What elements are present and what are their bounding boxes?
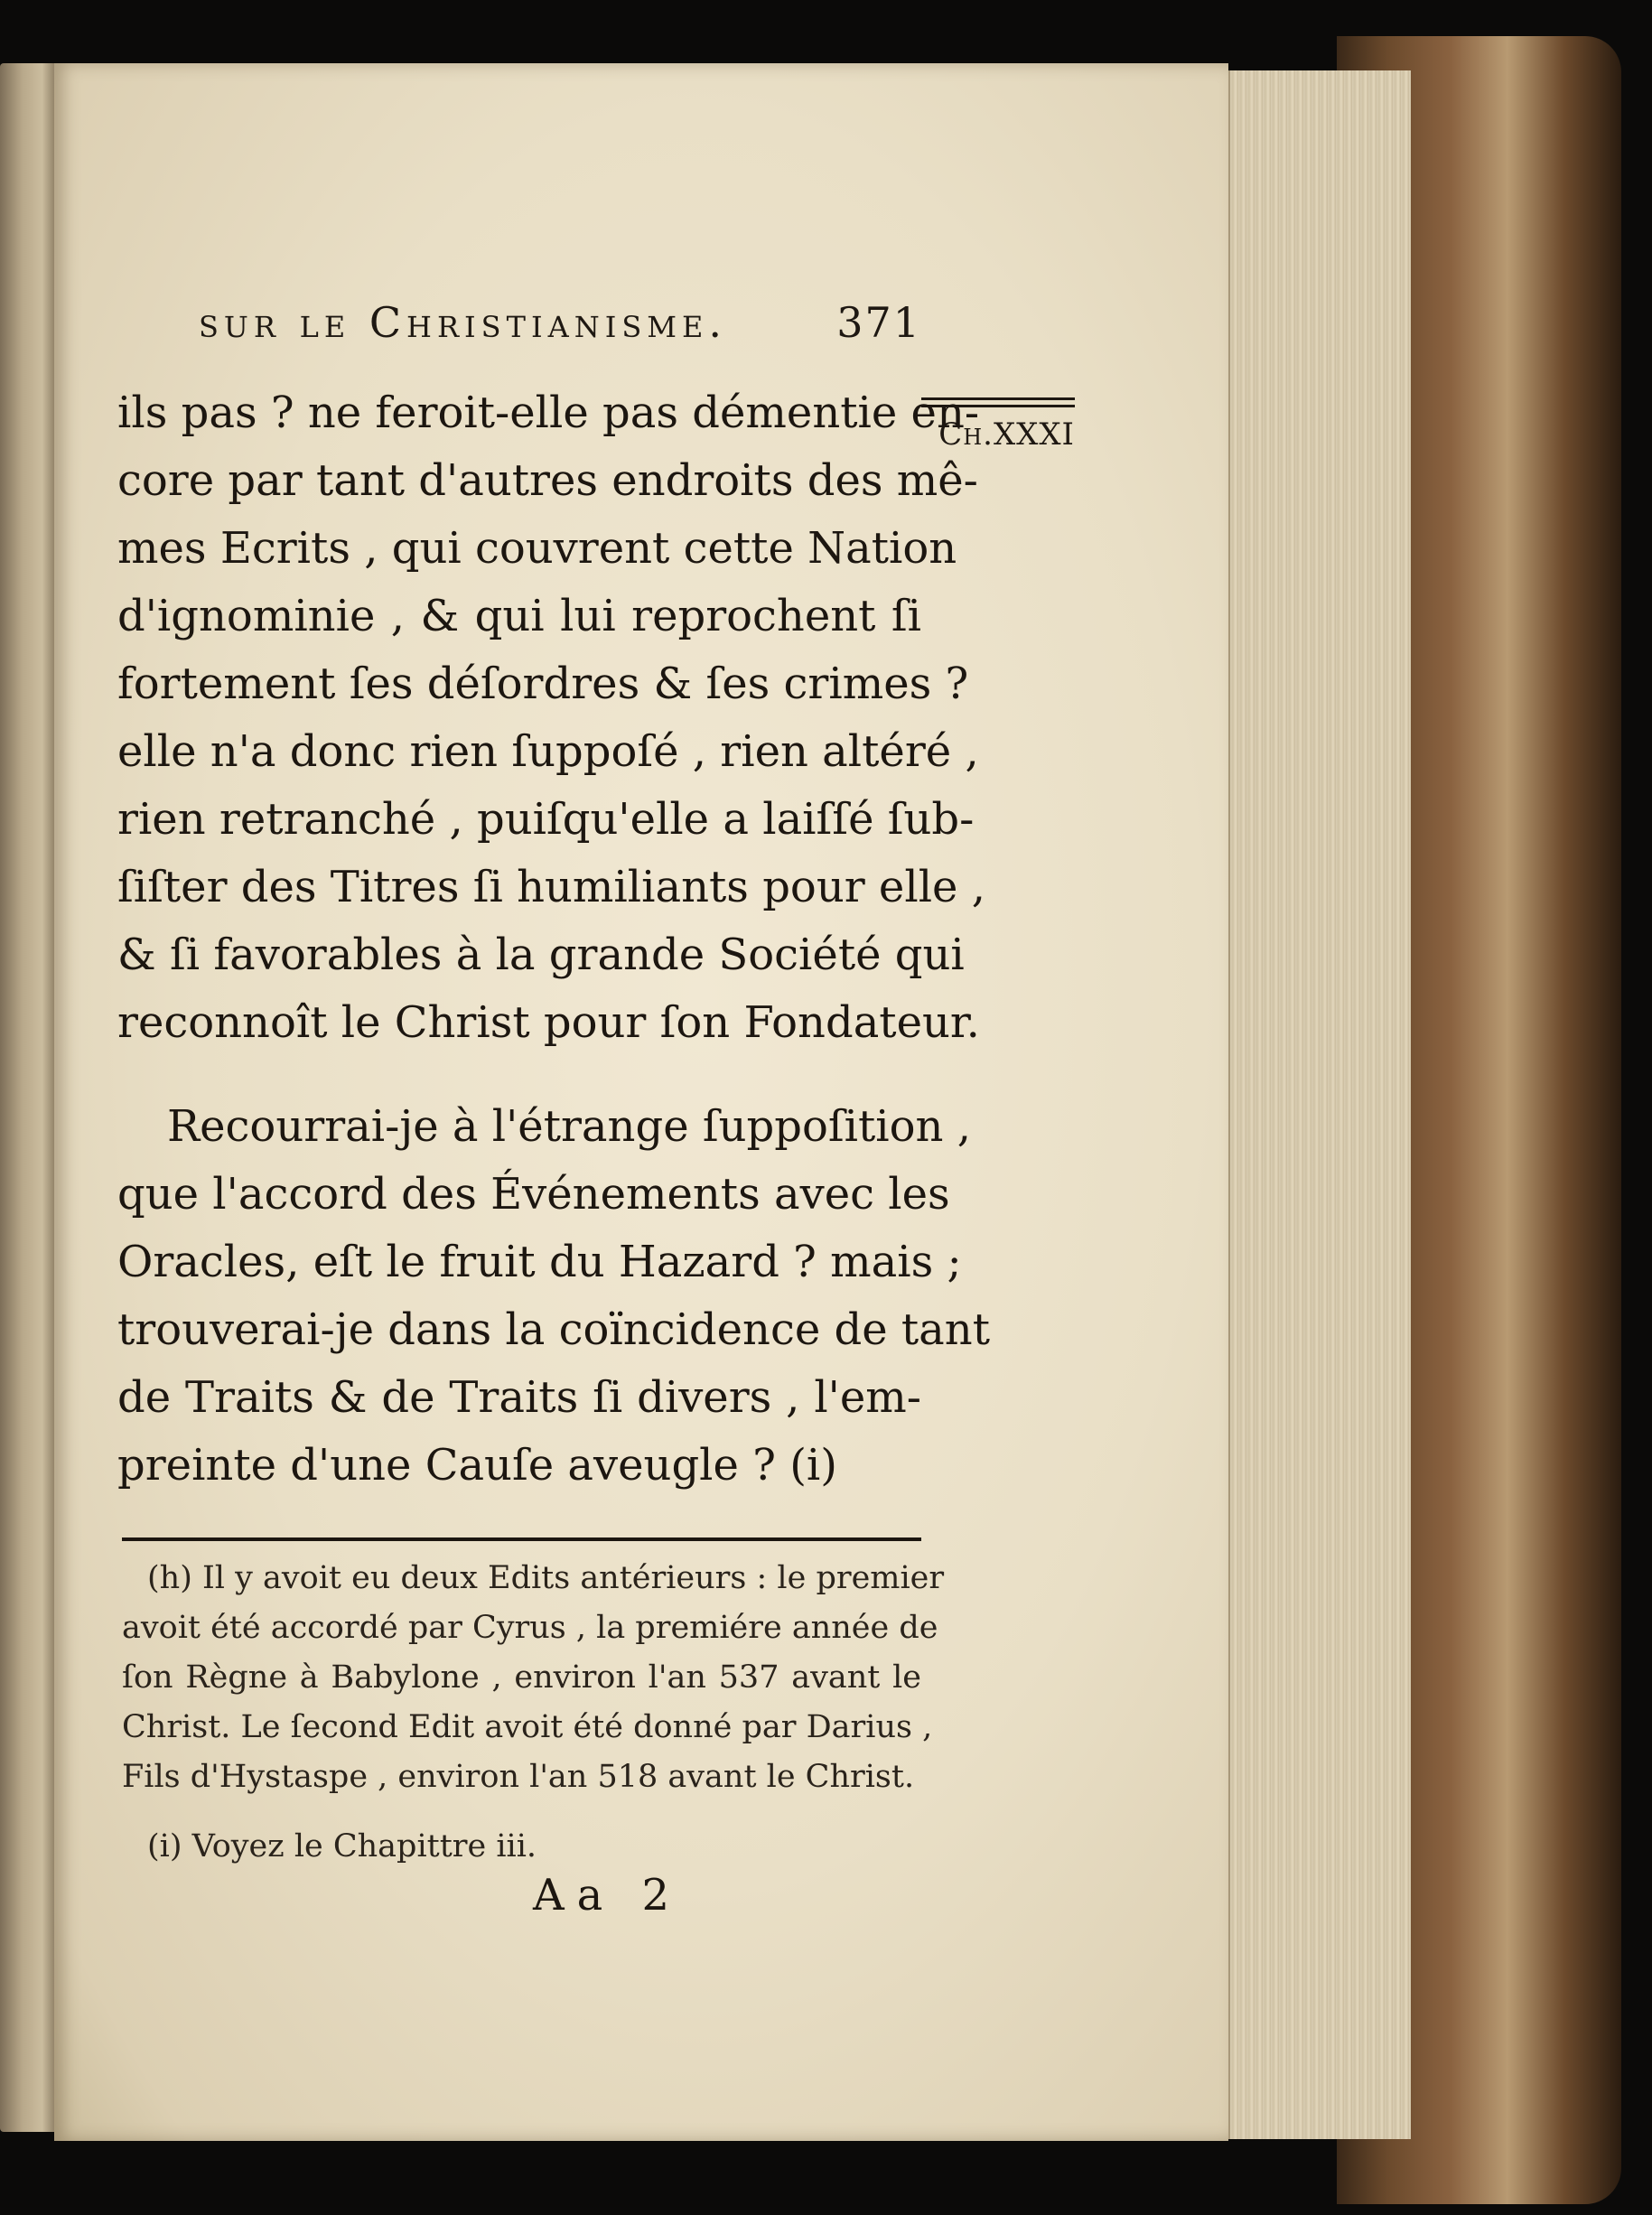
running-head [199,298,921,347]
footnote-line: Christ. Le ſecond Edit avoit été donné par Darius , [122,1709,933,1745]
paragraph-2 [117,1093,990,1500]
paragraph-1 [117,379,985,1057]
text-line: Recourrai-je à l'étrange ſuppoſition , [167,1101,971,1152]
footnote-line: avoit été accordé par Cyrus , la premiére année de [122,1610,938,1646]
footnote-line: (h) Il y avoit eu deux Edits antérieurs : le premier [147,1560,945,1596]
body-text [117,379,990,1500]
footnote-line: Fils d'Hystaspe , environ l'an 518 avant le Christ. [122,1759,915,1795]
chapter-label: Ch.XXXI [938,416,1075,453]
text-line: mes Ecrits , qui couvrent cette Nation [117,523,957,574]
footnote-h [122,1554,945,1802]
text-line: ſiſter des Titres ſi humiliants pour elle , [117,862,985,912]
signature-mark: Aa 2 [533,1870,683,1921]
text-line: fortement ſes déſordres & ſes crimes ? [117,659,969,709]
text-line: reconnoît le Christ pour ſon Fondateur. [117,997,980,1048]
footnotes [122,1554,945,1872]
text-line: elle n'a donc rien ſuppoſé , rien altéré , [117,726,979,777]
text-line: rien retranché , puiſqu'elle a laiſſé ſub- [117,794,975,845]
text-line: trouverai-je dans la coïncidence de tant [117,1304,990,1355]
page-edges [1228,70,1411,2139]
facing-page-edge [0,63,56,2132]
footnote-line: ſon Règne à Babylone , environ l'an 537 avant le [122,1659,921,1696]
page-number: 371 [836,298,921,347]
text-line: d'ignominie , & qui lui reprochent ſi [117,591,921,641]
text-line: & ſi favorables à la grande Société qui [117,930,965,980]
text-line: core par tant d'autres endroits des mê- [117,455,978,506]
text-line: que l'accord des Événements avec les [117,1169,950,1220]
text-line: Oracles, eſt le fruit du Hazard ? mais ; [117,1237,962,1287]
footnote-rule [122,1537,921,1541]
footnote-i: (i) Voyez le Chapittre iii. [147,1828,537,1865]
text-line: de Traits & de Traits ſi divers , l'em- [117,1372,921,1423]
text-line: ils pas ? ne feroit-elle pas démentie en- [117,388,980,438]
text-line: preinte d'une Cauſe aveugle ? (i) [117,1440,837,1491]
running-head-title: sur le Christianisme. [199,298,727,347]
